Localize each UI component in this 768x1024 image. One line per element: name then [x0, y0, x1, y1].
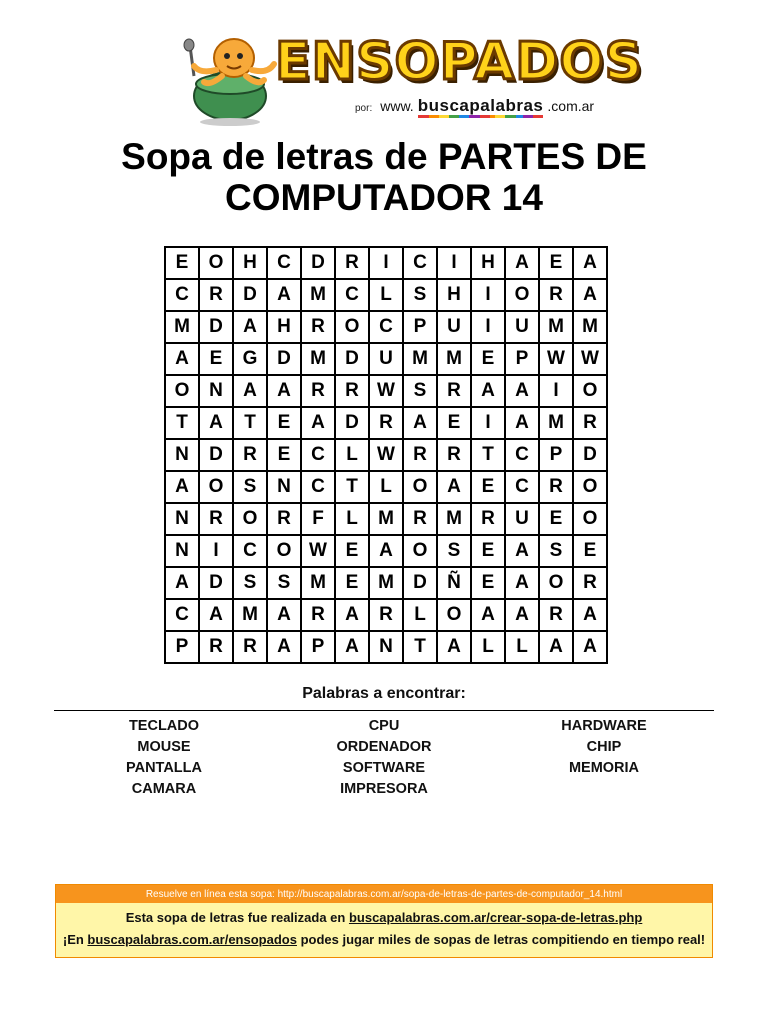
grid-cell: T [336, 472, 370, 504]
site-letter: a [459, 96, 469, 118]
grid-cell: N [268, 472, 302, 504]
grid-cell: L [472, 632, 506, 664]
grid-cell: E [540, 248, 574, 280]
word-item: MEMORIA [568, 760, 640, 776]
site-letter: b [505, 96, 516, 118]
grid-cell: S [438, 536, 472, 568]
grid-cell: A [506, 376, 540, 408]
grid-cell: R [574, 408, 608, 440]
grid-cell: O [200, 248, 234, 280]
grid-cell: P [302, 632, 336, 664]
grid-cell: T [234, 408, 268, 440]
grid-cell: E [268, 408, 302, 440]
site-letter: u [429, 96, 440, 118]
byline-www: www. [380, 98, 414, 114]
grid-cell: E [166, 248, 200, 280]
grid-cell: O [234, 504, 268, 536]
grid-cell: M [540, 408, 574, 440]
grid-cell: A [574, 632, 608, 664]
grid-cell: E [472, 536, 506, 568]
grid-cell: E [574, 536, 608, 568]
grid-cell: D [200, 440, 234, 472]
grid-cell: A [200, 600, 234, 632]
grid-cell: F [302, 504, 336, 536]
grid-cell: O [404, 536, 438, 568]
create-puzzle-link[interactable]: buscapalabras.com.ar/crear-sopa-de-letras.php [348, 910, 643, 925]
footer-line1-text: Esta sopa de letras fue realizada en [125, 910, 349, 925]
word-item: SOFTWARE [342, 760, 426, 776]
footer-line-ensopados [56, 929, 712, 951]
grid-cell: S [234, 472, 268, 504]
grid-cell: P [540, 440, 574, 472]
grid-cell: R [540, 472, 574, 504]
page-title: Sopa de letras de PARTES DE COMPUTADOR 14 [121, 136, 647, 218]
grid-cell: S [404, 280, 438, 312]
grid-cell: M [302, 344, 336, 376]
grid-cell: I [438, 248, 472, 280]
grid-cell: C [302, 472, 336, 504]
grid-cell: A [268, 632, 302, 664]
site-letter: a [480, 96, 490, 118]
grid-cell: R [574, 568, 608, 600]
ensopados-link[interactable]: buscapalabras.com.ar/ensopados [87, 932, 297, 947]
grid-cell: O [268, 536, 302, 568]
grid-cell: H [438, 280, 472, 312]
grid-cell: D [200, 312, 234, 344]
grid-cell: D [200, 568, 234, 600]
grid-cell: S [540, 536, 574, 568]
grid-cell: C [506, 472, 540, 504]
grid-cell: T [404, 632, 438, 664]
grid-cell: A [472, 376, 506, 408]
grid-cell: C [302, 440, 336, 472]
word-search-grid [164, 246, 608, 664]
site-byline[interactable] [355, 96, 615, 116]
grid-cell: W [302, 536, 336, 568]
grid-cell: U [370, 344, 404, 376]
grid-cell: M [540, 312, 574, 344]
grid-cell: R [404, 504, 438, 536]
grid-cell: M [574, 312, 608, 344]
octopus-pot-logo-icon [180, 36, 280, 126]
grid-cell: A [506, 568, 540, 600]
grid-cell: W [574, 344, 608, 376]
grid-cell: A [574, 600, 608, 632]
grid-cell: D [268, 344, 302, 376]
grid-cell: S [234, 568, 268, 600]
grid-cell: C [268, 248, 302, 280]
grid-cell: W [370, 376, 404, 408]
word-item: TECLADO [128, 718, 200, 734]
grid-cell: E [200, 344, 234, 376]
grid-cell: R [336, 248, 370, 280]
grid-cell: Ñ [438, 568, 472, 600]
grid-cell: H [268, 312, 302, 344]
grid-cell: S [268, 568, 302, 600]
grid-cell: O [200, 472, 234, 504]
grid-cell: T [472, 440, 506, 472]
grid-cell: U [506, 504, 540, 536]
grid-cell: C [404, 248, 438, 280]
grid-cell: C [336, 280, 370, 312]
grid-cell: R [200, 632, 234, 664]
grid-cell: W [540, 344, 574, 376]
grid-cell: P [166, 632, 200, 664]
grid-cell: E [472, 472, 506, 504]
grid-cell: I [472, 280, 506, 312]
grid-cell: A [234, 312, 268, 344]
solve-online-link[interactable]: Resuelve en línea esta sopa: http://buscapalabras.com.ar/sopa-de-letras-de-partes-de-computador_14.html [56, 885, 712, 903]
words-heading: Palabras a encontrar: [302, 685, 466, 702]
grid-cell: O [540, 568, 574, 600]
grid-cell: M [370, 504, 404, 536]
grid-cell: C [370, 312, 404, 344]
grid-cell: G [234, 344, 268, 376]
grid-cell: C [506, 440, 540, 472]
grid-cell: L [336, 504, 370, 536]
grid-cell: M [404, 344, 438, 376]
grid-cell: M [438, 344, 472, 376]
grid-cell: I [540, 376, 574, 408]
grid-cell: A [336, 632, 370, 664]
grid-cell: A [268, 280, 302, 312]
grid-cell: A [506, 248, 540, 280]
grid-cell: N [166, 504, 200, 536]
grid-cell: A [506, 408, 540, 440]
grid-cell: E [438, 408, 472, 440]
grid-cell: A [166, 344, 200, 376]
grid-cell: I [200, 536, 234, 568]
grid-cell: D [336, 408, 370, 440]
site-letter: c [449, 96, 459, 118]
divider [54, 710, 714, 711]
grid-cell: E [540, 504, 574, 536]
word-column [274, 716, 494, 800]
word-item: HARDWARE [561, 718, 647, 734]
grid-cell: C [166, 280, 200, 312]
grid-cell: O [506, 280, 540, 312]
grid-cell: R [370, 600, 404, 632]
grid-cell: E [472, 568, 506, 600]
site-letter: l [490, 96, 495, 118]
grid-cell: E [268, 440, 302, 472]
grid-cell: R [302, 376, 336, 408]
grid-cell: M [234, 600, 268, 632]
grid-cell: A [268, 376, 302, 408]
grid-cell: O [404, 472, 438, 504]
grid-cell: A [234, 376, 268, 408]
site-letter: p [469, 96, 480, 118]
grid-cell: A [268, 600, 302, 632]
grid-cell: A [200, 408, 234, 440]
grid-cell: P [506, 344, 540, 376]
grid-cell: M [438, 504, 472, 536]
grid-cell: O [438, 600, 472, 632]
grid-cell: O [336, 312, 370, 344]
grid-cell: R [404, 440, 438, 472]
grid-cell: A [472, 600, 506, 632]
grid-cell: M [370, 568, 404, 600]
grid-cell: R [302, 312, 336, 344]
grid-cell: U [506, 312, 540, 344]
grid-cell: L [370, 280, 404, 312]
grid-cell: D [302, 248, 336, 280]
grid-cell: W [370, 440, 404, 472]
grid-cell: R [540, 280, 574, 312]
grid-cell: R [336, 376, 370, 408]
word-column [54, 716, 274, 800]
grid-cell: D [336, 344, 370, 376]
site-letter: a [495, 96, 505, 118]
grid-cell: A [540, 632, 574, 664]
grid-cell: T [166, 408, 200, 440]
footer-line-created [56, 907, 712, 929]
grid-cell: A [438, 472, 472, 504]
word-list [54, 716, 714, 800]
grid-cell: E [472, 344, 506, 376]
grid-cell: M [166, 312, 200, 344]
grid-cell: R [472, 504, 506, 536]
grid-cell: R [540, 600, 574, 632]
grid-cell: L [404, 600, 438, 632]
grid-cell: D [404, 568, 438, 600]
site-letter: r [516, 96, 523, 118]
grid-cell: A [506, 600, 540, 632]
grid-cell: L [370, 472, 404, 504]
grid-cell: R [234, 440, 268, 472]
site-letter: s [439, 96, 449, 118]
site-letter: s [533, 96, 543, 118]
grid-cell: E [336, 536, 370, 568]
grid-cell: M [302, 280, 336, 312]
grid-cell: N [166, 440, 200, 472]
grid-cell: R [200, 280, 234, 312]
grid-cell: E [336, 568, 370, 600]
grid-cell: I [472, 408, 506, 440]
grid-cell: O [574, 376, 608, 408]
site-letter: a [523, 96, 533, 118]
grid-cell: C [234, 536, 268, 568]
grid-cell: N [166, 536, 200, 568]
grid-cell: N [200, 376, 234, 408]
site-letter: b [418, 96, 429, 118]
grid-cell: R [234, 632, 268, 664]
grid-cell: C [166, 600, 200, 632]
grid-cell: D [574, 440, 608, 472]
grid-cell: O [166, 376, 200, 408]
word-item: PANTALLA [126, 760, 202, 776]
grid-cell: A [166, 472, 200, 504]
grid-cell: I [472, 312, 506, 344]
grid-cell: R [302, 600, 336, 632]
footer-line2-prefix: ¡En [62, 932, 88, 947]
grid-cell: P [404, 312, 438, 344]
grid-cell: A [370, 536, 404, 568]
grid-cell: A [404, 408, 438, 440]
byline-por: por: [355, 103, 373, 114]
grid-cell: O [574, 472, 608, 504]
word-item: ORDENADOR [336, 739, 432, 755]
grid-cell: L [506, 632, 540, 664]
grid-cell: R [268, 504, 302, 536]
grid-cell: A [574, 248, 608, 280]
word-item: CAMARA [131, 781, 197, 797]
grid-cell: A [506, 536, 540, 568]
byline-site-name [418, 96, 544, 116]
grid-cell: H [472, 248, 506, 280]
grid-cell: R [438, 440, 472, 472]
grid-cell: R [370, 408, 404, 440]
word-item: CHIP [586, 739, 622, 755]
word-item: CPU [368, 718, 400, 734]
grid-cell: H [234, 248, 268, 280]
grid-cell: A [336, 600, 370, 632]
byline-domain: .com.ar [547, 98, 595, 114]
grid-cell: N [370, 632, 404, 664]
brand-logo-text: ENSOPADOS [274, 32, 644, 92]
grid-cell: I [370, 248, 404, 280]
grid-cell: M [302, 568, 336, 600]
footer-box [55, 884, 713, 958]
word-item: MOUSE [137, 739, 191, 755]
grid-cell: R [200, 504, 234, 536]
footer-line2-suffix: podes jugar miles de sopas de letras compitiendo en tiempo real! [296, 932, 706, 947]
grid-cell: R [438, 376, 472, 408]
word-column [494, 716, 714, 800]
grid-cell: A [302, 408, 336, 440]
grid-cell: L [336, 440, 370, 472]
grid-cell: A [166, 568, 200, 600]
grid-cell: D [234, 280, 268, 312]
grid-cell: A [438, 632, 472, 664]
word-item: IMPRESORA [340, 781, 428, 797]
grid-cell: O [574, 504, 608, 536]
grid-cell: S [404, 376, 438, 408]
grid-cell: A [574, 280, 608, 312]
grid-cell: U [438, 312, 472, 344]
